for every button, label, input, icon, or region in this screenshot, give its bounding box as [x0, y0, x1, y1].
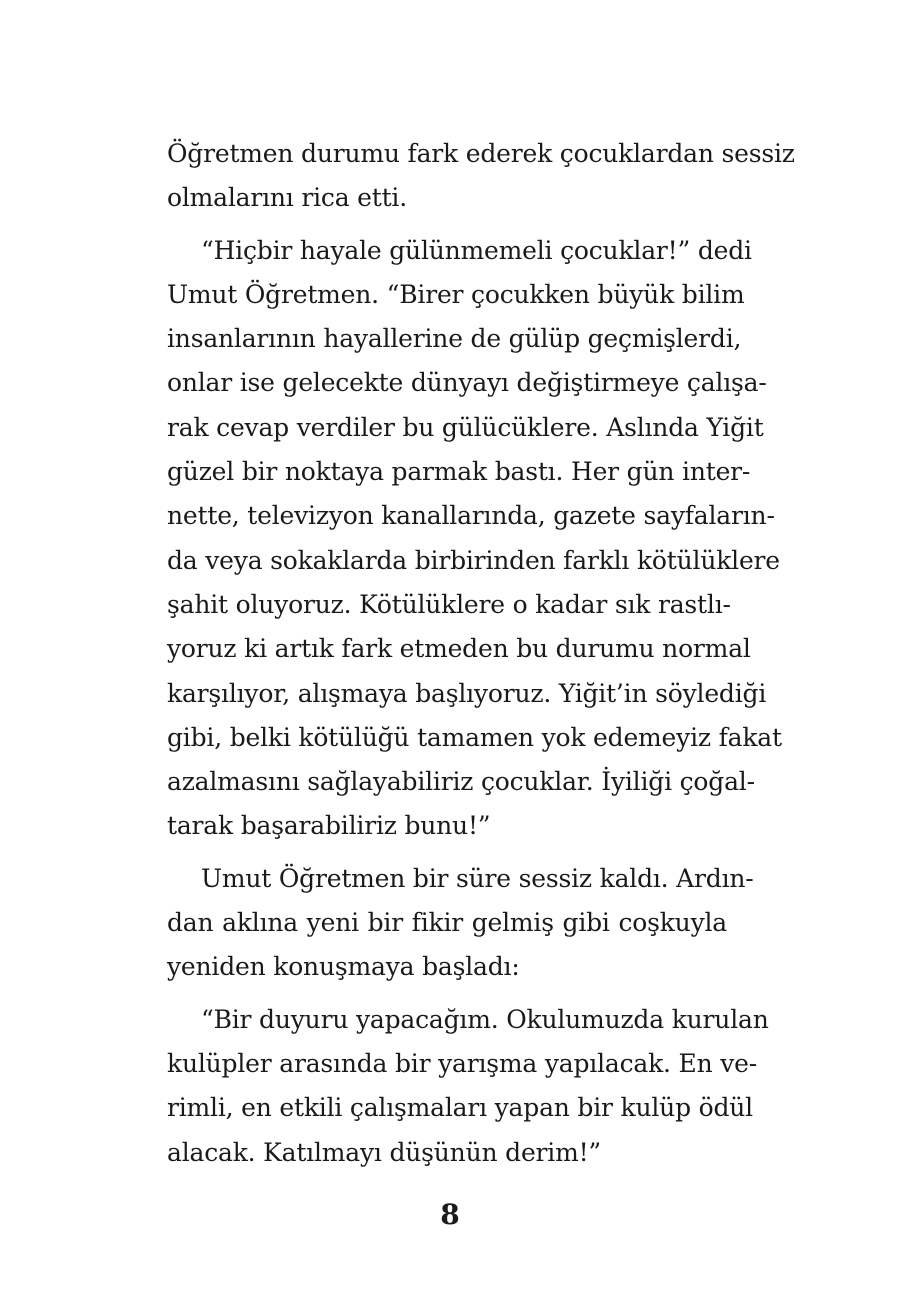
text-line: da veya sokaklarda birbirinden farklı kötülüklere: [167, 545, 780, 575]
text-line: şahit oluyoruz. Kötülüklere o kadar sık rastlı-: [167, 589, 731, 619]
text-line: Umut Öğretmen bir süre sessiz kaldı. Ardın-: [201, 863, 754, 893]
paragraph: [167, 132, 795, 221]
text-line: dan aklına yeni bir fikir gelmiş gibi coşkuyla: [167, 908, 727, 938]
text-line: gibi, belki kötülüğü tamamen yok edemeyiz fakat: [167, 722, 782, 752]
body-text: [167, 132, 795, 1175]
text-line: rimli, en etkili çalışmaları yapan bir kulüp ödül: [167, 1093, 753, 1123]
text-line: güzel bir noktaya parmak bastı. Her gün inter-: [167, 457, 751, 487]
text-line: insanlarının hayallerine de gülüp geçmişlerdi,: [167, 324, 742, 354]
text-line: tarak başarabiliriz bunu!”: [167, 811, 491, 841]
text-line: nette, televizyon kanallarında, gazete sayfaların-: [167, 501, 775, 531]
text-line: “Bir duyuru yapacağım. Okulumuzda kurulan: [201, 1004, 769, 1034]
text-line: Umut Öğretmen. “Birer çocukken büyük bilim: [167, 279, 745, 309]
text-line: olmalarını rica etti.: [167, 183, 407, 213]
page-number: 8: [440, 1198, 460, 1231]
paragraph: [167, 857, 754, 990]
text-line: azalmasını sağlayabiliriz çocuklar. İyiliği çoğal-: [167, 767, 755, 797]
text-line: rak cevap verdiler bu gülücüklere. Aslında Yiğit: [167, 412, 764, 442]
text-line: “Hiçbir hayale gülünmemeli çocuklar!” dedi: [201, 235, 752, 265]
text-line: yoruz ki artık fark etmeden bu durumu normal: [167, 634, 751, 664]
paragraph: [167, 998, 769, 1175]
text-line: kulüpler arasında bir yarışma yapılacak. En ve-: [167, 1048, 757, 1078]
text-line: yeniden konuşmaya başladı:: [167, 952, 520, 982]
text-line: alacak. Katılmayı düşünün derim!”: [167, 1137, 602, 1167]
text-line: onlar ise gelecekte dünyayı değiştirmeye çalışa-: [167, 368, 767, 398]
text-line: Öğretmen durumu fark ederek çocuklardan sessiz: [167, 139, 795, 168]
text-line: karşılıyor, alışmaya başlıyoruz. Yiğit’in söylediği: [167, 678, 767, 708]
paragraph: [167, 229, 782, 849]
